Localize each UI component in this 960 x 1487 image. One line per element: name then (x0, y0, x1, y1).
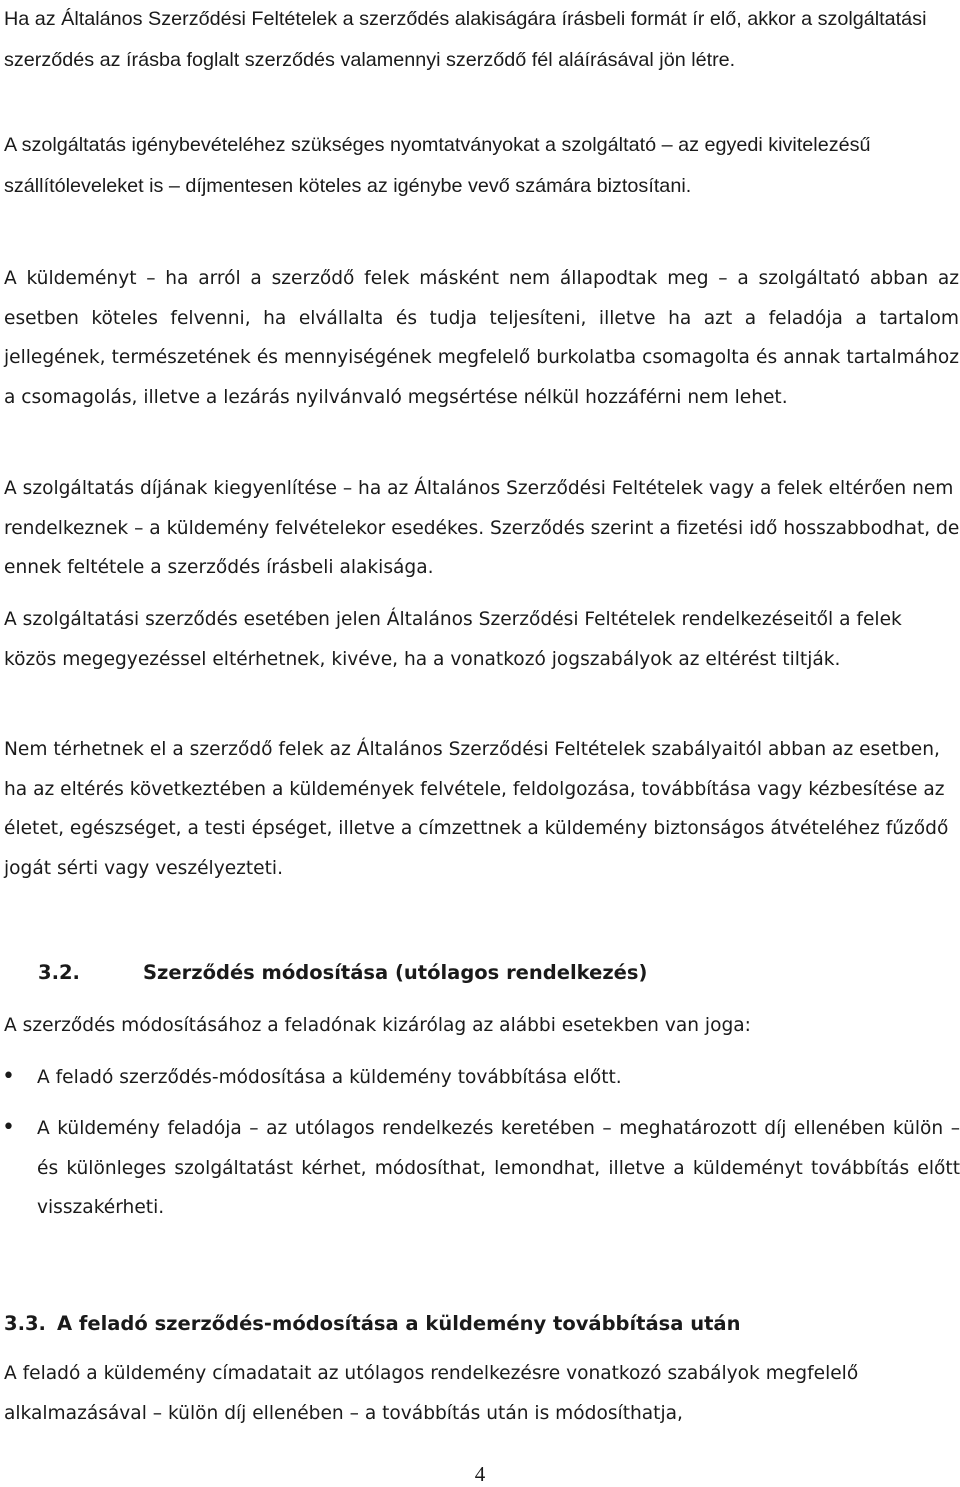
paragraph-acceptance: A küldeményt – ha arról a szerződő felek másként nem állapodtak meg – a szolgáltató abban az esetben köteles felvenni, ha elvállalta és tudja teljesíteni, illetve ha azt a feladója a tartalom jellegének, természetének és mennyiségének megfelelő burkolatba csomagolta és annak tartalmához a csomagolás, illetve a lezárás nyilvánvaló megsértése nélkül hozzáférni nem lehet. (4, 268, 959, 408)
bullet-icon: • (2, 1115, 15, 1140)
section-title: Szerződés módosítása (utólagos rendelkezés) (143, 961, 648, 984)
list-item: A küldemény feladója – az utólagos rendelkezés keretében – meghatározott díj ellenében külön – és különleges szolgáltatást kérhet, módosíthat, lemondhat, illetve a küldeményt továbbítás előtt visszakérheti. (37, 1118, 960, 1218)
section-number: 3.2. (38, 961, 80, 984)
page-number: 4 (474, 1462, 486, 1486)
paragraph-no-deviation: Nem térhetnek el a szerződő felek az Általános Szerződési Feltételek szabályaitól abban az esetben, ha az eltérés következtében a küldemények felvétele, feldolgozása, továbbítása vagy kézbesítése az életet, egészséget, a testi épséget, illetve a címzettnek a küldemény biztonságos átvételéhez fűződő jogát sérti vagy veszélyezteti. (4, 739, 949, 879)
section-number: 3.3. (4, 1312, 46, 1335)
section-intro: A szerződés módosításához a feladónak kizárólag az alábbi esetekben van joga: (4, 1015, 751, 1036)
paragraph-deviation: A szolgáltatási szerződés esetében jelen Általános Szerződési Feltételek rendelkezéseitől a felek közös megegyezéssel eltérhetnek, kivéve, ha a vonatkozó jogszabályok az eltérést tiltják. (4, 609, 902, 670)
paragraph-fee-payment: A szolgáltatás díjának kiegyenlítése – ha az Általános Szerződési Feltételek vagy a felek eltérően nem rendelkeznek – a küldemény felvételekor esedékes. Szerződés szerint a fizetési idő hosszabbodhat, de ennek feltétele a szerződés írásbeli alakisága. (4, 478, 960, 578)
paragraph-written-form: Ha az Általános Szerződési Feltételek a szerződés alakiságára írásbeli formát ír elő, akkor a szolgáltatási szerződés az írásba foglalt szerződés valamennyi szerződő fél aláírásával jön létre. (4, 8, 927, 71)
section-text: A feladó a küldemény címadatait az utólagos rendelkezésre vonatkozó szabályok megfelelő alkalmazásával – külön díj ellenében – a továbbítás után is módosíthatja, (4, 1363, 859, 1424)
bullet-icon: • (2, 1064, 15, 1089)
list-item: A feladó szerződés-módosítása a küldemény továbbítása előtt. (37, 1067, 622, 1088)
section-title: A feladó szerződés-módosítása a küldemény továbbítása után (57, 1312, 741, 1335)
paragraph-forms: A szolgáltatás igénybevételéhez szükséges nyomtatványokat a szolgáltató – az egyedi kivitelezésű szállítóleveleket is – díjmentesen köteles az igénybe vevő számára biztosítani. (4, 134, 871, 197)
